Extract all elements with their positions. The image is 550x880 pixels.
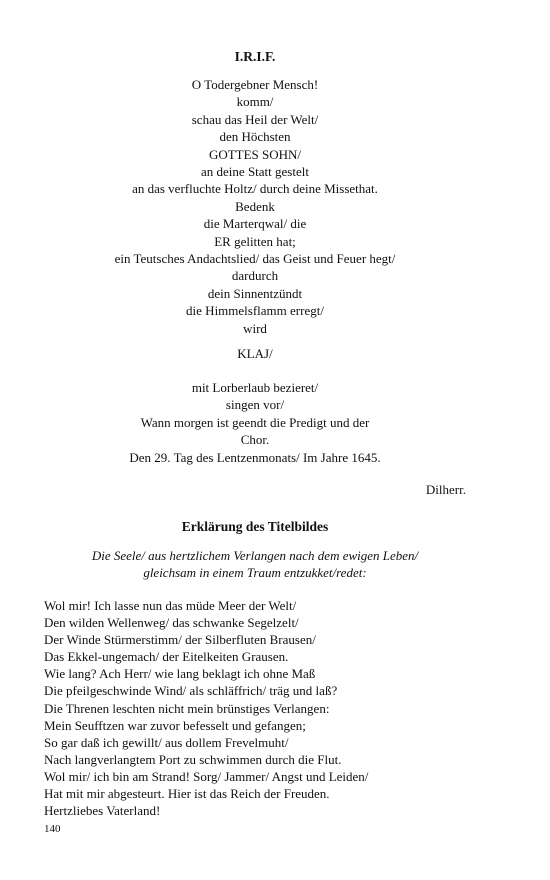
signature: Dilherr. (425, 482, 466, 497)
poem-line: Mein Seufftzen war zuvor befesselt und gefangen; (44, 717, 306, 733)
dedication-line: die Himmelsflamm erregt/ (186, 303, 324, 319)
closing-block (0, 379, 510, 466)
page-heading: I.R.I.F. (234, 49, 276, 64)
closing-line: Chor. (240, 432, 270, 448)
poem-block (44, 597, 368, 819)
poem-line: Nach langverlangtem Port zu schwimmen durch die Flut. (44, 751, 342, 767)
author-name: KLAJ/ (237, 346, 273, 361)
poem-line: So gar daß ich gewillt/ aus dollem Frevelmuht/ (44, 734, 289, 750)
closing-line: Wann morgen ist geendt die Predigt und der (140, 414, 370, 430)
poem-line: Hat mit mir abgesteurt. Hier ist das Reich der Freuden. (44, 786, 330, 802)
dedication-line: O Todergebner Mensch! (191, 77, 319, 92)
italic-intro (0, 547, 510, 581)
poem-line: Das Ekkel-ungemach/ der Eitelkeiten Grausen. (44, 649, 289, 665)
dedication-block (0, 76, 510, 337)
dedication-line: schau das Heil der Welt/ (191, 111, 319, 127)
author-name-block (0, 345, 510, 362)
dedication-line: ein Teutsches Andachtslied/ das Geist und Feuer hegt/ (114, 251, 396, 267)
italic-intro-line: Die Seele/ aus hertzlichem Verlangen nach dem ewigen Leben/ (91, 548, 419, 563)
closing-line: Den 29. Tag des Lentzenmonats/ Im Jahre 1645. (129, 449, 381, 465)
poem-line: Der Winde Stürmerstimm/ der Silberfluten Brausen/ (44, 632, 316, 648)
poem-line: Die pfeilgeschwinde Wind/ als schläffrich/ träg und laß? (44, 683, 338, 699)
italic-intro-line: gleichsam in einem Traum entzukket/redet: (143, 565, 367, 580)
dedication-line: Bedenk (235, 198, 275, 214)
dedication-line: dein Sinnentzündt (207, 285, 303, 301)
poem-line: Wie lang? Ach Herr/ wie lang beklagt ich ohne Maß (44, 666, 316, 682)
dedication-line: ER gelitten hat; (214, 233, 296, 249)
poem-line: Hertzliebes Vaterland! (44, 803, 161, 819)
closing-line: mit Lorberlaub bezieret/ (191, 380, 319, 395)
poem-line: Den wilden Wellenweg/ das schwanke Segelzelt/ (44, 615, 299, 631)
page-number: 140 (44, 823, 61, 835)
poem-line: Wol mir/ ich bin am Strand! Sorg/ Jammer/ Angst und Leiden/ (44, 768, 369, 784)
dedication-line: an das verfluchte Holtz/ durch deine Missethat. (132, 181, 378, 197)
dedication-line: GOTTES SOHN/ (208, 146, 302, 162)
closing-line: singen vor/ (225, 397, 285, 413)
dedication-line: wird (243, 320, 267, 336)
section-title: Erklärung des Titelbildes (181, 519, 329, 534)
dedication-line: den Höchsten (219, 129, 291, 145)
poem-line: Wol mir! Ich lasse nun das müde Meer der Welt/ (44, 598, 297, 613)
dedication-line: an deine Statt gestelt (201, 164, 309, 180)
poem-line: Die Threnen leschten nicht mein brünstiges Verlangen: (44, 700, 330, 716)
dedication-line: dardurch (231, 268, 279, 284)
dedication-line: komm/ (236, 94, 274, 110)
dedication-line: die Marterqwal/ die (203, 216, 307, 232)
